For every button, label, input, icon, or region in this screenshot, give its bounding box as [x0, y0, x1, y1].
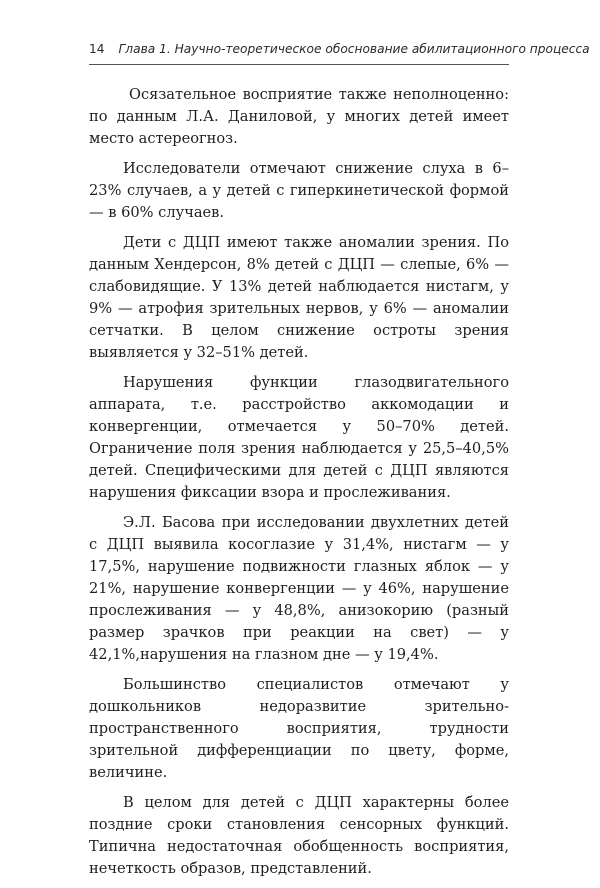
paragraph-basova-study: Э.Л. Басова при исследовании двухлетних детей с ДЦП выявила косоглазие у 31,4%, нистагм — у 17,5%, нарушение подвижности глазных яблок — у 21%, нарушение конвергенции — у 46%, нарушение прослеживания — у 48,8%, анизокорию (разный размер зрачков при реакции на свет) — у 42,1%,нарушения на глазном дне — у 19,4%.: [89, 513, 509, 664]
running-header: [89, 40, 590, 58]
paragraph-hearing: Исследователи отмечают снижение слуха в 6–23% случаев, а у детей с гиперкинетической формой — в 60% случаев.: [89, 159, 509, 221]
paragraph-tactile: Осязательное восприятие также неполноценно: по данным Л.А. Даниловой, у многих детей имеет место астереогноз.: [89, 86, 509, 148]
paragraph-sensory-summary: В целом для детей с ДЦП характерны более поздние сроки становления сенсорных функций. Типична недостаточная обобщенность восприятия, нечеткость образов, представлений.: [89, 793, 509, 878]
chapter-title: Глава 1. Научно-теоретическое обоснование абилитационного процесса: [118, 42, 590, 56]
paragraph-oculomotor: Нарушения функции глазодвигательного аппарата, т.е. расстройство аккомодации и конвергенции, отмечается у 50–70% детей. Ограничение поля зрения наблюдается у 25,5–40,5% детей. Специфическими для детей с ДЦП являются нарушения фиксации взора и прослеживания.: [89, 373, 509, 502]
page-number: 14: [89, 42, 105, 56]
paragraph-visuospatial: Большинство специалистов отмечают у дошкольников недоразвитие зрительно-пространственного восприятия, трудности зрительной дифференциации по цвету, форме, величине.: [89, 675, 509, 782]
paragraph-vision: Дети с ДЦП имеют также аномалии зрения. По данным Хендерсон, 8% детей с ДЦП — слепые, 6% — слабовидящие. У 13% детей наблюдается нистагм, у 9% — атрофия зрительных нервов, у 6% — аномалии сетчатки. В целом снижение остроты зрения выявляется у 32–51% детей.: [89, 233, 509, 362]
body-text: [89, 84, 509, 888]
header-divider: [89, 64, 509, 65]
